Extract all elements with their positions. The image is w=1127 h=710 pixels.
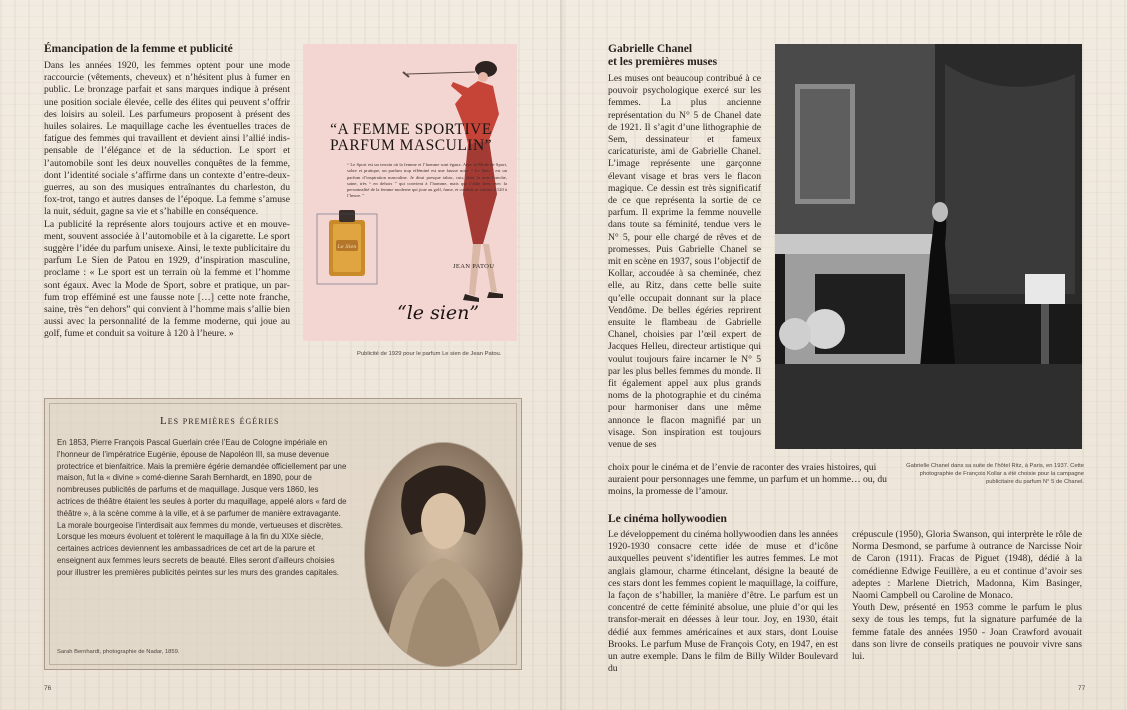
cinema-paragraph-2a: crépuscule (1950), Gloria Swanson, qui interprète le rôle de Norma Desmond, se parfume à outrance de Narcisse Noir de Caron (1911). Fracas de Piguet (1948), dédié à la comédienne Edwige Feuillère, a eu et continue d’avoir ses adeptes : Marlene Dietrich, Madonna, Kim Basinger, Naomi Campbell ou Caroline de Monaco. [852, 529, 1082, 602]
section-heading-cinema: Le cinéma hollywoodien [608, 513, 727, 525]
box-text: En 1853, Pierre François Pascal Guerlain crée l’Eau de Cologne impériale en l’honneur de l’impératrice Eugénie, épouse de Napoléon III, sa muse devenue protectrice et bienfaitrice. Mais la première égérie demandée officiellement par une maison, fut la « divine » comé-dienne Sarah Bernhardt, en 1890, pour de nombreuses publicités de parfums et de maquillage. Jusque vers 1860, les actrices de théâtre étaient les seules à porter du maquillage, appelé alors « fard de théâtre », à la scène comme à la ville, et à se parfumer de manière extravagante. La morale bourgeoise l’interdisait aux femmes du monde, vertueuses et discrètes. Lorsque les mœurs évoluent et tolèrent le maquillage à la fin du XIXe siècle, certaines actrices deviennent les ambassadrices de cet art de la parure et enseignent aux femmes leurs secrets de beauté. Elles seront d’ailleurs choisies pour illustrer les premières publicités peintes sur les murs des grandes capitales. [57, 438, 347, 577]
ad-copy: “ Le Sport est un terrain où la femme et l’homme sont égaux. Avec la Mode de Sport, sobre et pratique, un parfum trop efféminé est une fausse note. “ Le Sien ” est un parfum d’inspiration masculine. Je dirai presque tabac, cuir, dont la note franche, saine, très “ en dehors ” qui convient à l’homme, mais qui s’allie bien avec la personnalité de la femme moderne qui joue au golf, fume, et conduit sa voiture à 120 à l’heure. ” [347, 162, 507, 199]
bottle-label: Le Sien [337, 244, 357, 250]
ad-script-logo: “le sien” [397, 302, 480, 324]
egeries-box [44, 398, 522, 670]
chanel-body: Les muses ont beaucoup contribué à ce pouvoir psychologique exercé sur les femmes. La plus ancienne représentation du N° 5 de Chanel date de 1921. Il s’agit d’une lithographie de Sem, dessinateur et fameux caricaturiste, ami de Gabrielle Chanel. L’image représente une garçonne élevant visage et bras vers le flacon magique. Ce dessin est très significatif de ce que représenta la sortie de ce parfum. Il exprime la femme nouvelle dans toute sa féminité, tendue vers le N° 5, pour elle chargé de rêves et de promesses. Puis Gabrielle Chanel se mit en scène en 1937, sous l’objectif de Kollar, accoudée à sa cheminée, chez elle, au Ritz, dans cette belle suite qu’elle occupait donnant sur la place Vendôme. De belles égéries reprirent ensuite le flambeau de Gabrielle Chanel, choisies par l’œil expert de Jacques Helleu, directeur artistique qui voulut toujours faire incarner le N° 5 par les plus belles femmes du monde. Il fit également appel aux plus grands noms de la photographie et du cinéma pour harmoniser dans une même annonce le flacon magnifié par un visage. Son inspiration est toujours venue de ses [608, 73, 761, 451]
chanel-photograph [775, 44, 1082, 449]
chanel-body-wide: choix pour le cinéma et de l’envie de raconter des vraies histoires, qui auraient pour personnages une femme, un parfum et un homme… ou, du moins, la promesse de l’amour. [608, 462, 887, 498]
photo-caption: Gabrielle Chanel dans sa suite de l’hôtel Ritz, à Paris, en 1937. Cette photographie de François Kollar a été choisie pour la campagne publicitaire du parfum N° 5 de Chanel. [906, 463, 1084, 485]
patou-advertisement [303, 44, 517, 341]
ad-headline-line-2: PARFUM MASCULIN” [329, 137, 493, 154]
emancipation-paragraph-1: Dans les années 1920, les femmes optent pour une mode raccourcie (vêtements, cheveux) et n’hésitent plus à fumer en public. Le bronzage parfait et sans marques indique à présent une position sociale élevée, celle des élites qui peuvent s’offrir des loisirs au soleil. Les parfumeurs proposent à présent des huiles solaires. Le maquillage cache les éventuelles traces de fatigue des femmes qui travaillent et devient ainsi l’allié indis-pensable de l’élégance et de la séduction. Le sport et l’automobile sont les deux nouvelles conquêtes de la femme, dont l’identité sociale s’affirme dans un contexte d’entre-deux-guerres, au son des musiques entraînantes du charleston, du fox-trot, tango et autres danses de l’époque. La femme s’amuse la nuit, séduit, gagne sa vie et s’habille en conséquence. [44, 60, 290, 218]
sarah-bernhardt-portrait [365, 443, 522, 666]
left-page [0, 0, 563, 710]
ad-caption: Publicité de 1929 pour le parfum Le sien de Jean Patou. [357, 351, 502, 357]
box-caption: Sarah Bernhardt, photographie de Nadar, 1859. [57, 649, 180, 655]
cinema-column-1: Le développement du cinéma hollywoodien dans les années 1920-1930 consacre cette idée de muse et d’icône auxquelles peuvent s’identifier les autres femmes. Le mot anglais glamour, charme étincelant, désigne la beauté de ces stars dont les femmes copient le maquillage, la coiffure, la façon de s’habiller, la manière d’être. Le parfum est un concentré de cette féminité absolue, une pluie d’or qui les transfor-merait en déesses à leur tour. Joy, en 1930, était dédié aux femmes américaines et aux stars, dont Louise Brooks. Le parfum Muse de François Coty, en 1947, en est un autre exemple. Dans le film de Billy Wilder Boulevard du [608, 529, 838, 675]
section-heading-emancipation: Émancipation de la femme et publicité [44, 43, 233, 55]
emancipation-paragraph-2: La publicité la représente alors toujours active et en mouve-ment, souvent associée à l’automobile et à la cigarette. Le sport suggère l’idée du parfum unisexe. Ainsi, le texte publicitaire du parfum Le Sien de Patou en 1929, d’inspiration masculine, proclame : « Le sport est un terrain où la femme et l’homme sont égaux. Avec la Mode de Sport, sobre et pratique, un par-fum trop efféminé est une fausse note […] cette note franche, saine, très “en dehors” qui convient à l’homme mais s’allie bien aussi avec la personnalité de la femme moderne, qui joue au golf, fume et conduit sa voiture à 120 à l’heure. » [44, 218, 290, 340]
chanel-heading-line-2: et les premières muses [608, 56, 718, 68]
portrait-illustration [365, 443, 522, 666]
chanel-heading-line-1: Gabrielle Chanel [608, 43, 693, 55]
ad-headline [311, 122, 511, 154]
chanel-room-illustration [775, 44, 1082, 449]
ad-headline-line-1: “A FEMME SPORTIVE [330, 121, 492, 138]
emancipation-body [44, 60, 290, 341]
cinema-paragraph-2b: Youth Dew, présenté en 1953 comme le parfum le plus sexy de tous les temps, fut la signature parfumée de la femme fatale des années 1950 - Joan Crawford avouait dans son livre de conseils pratiques ne pouvoir vivre sans lui. [852, 602, 1082, 663]
page-number-right: 77 [1078, 685, 1086, 692]
box-title: Les premières égéries [160, 415, 280, 427]
cinema-column-2 [852, 529, 1082, 663]
page-number-left: 76 [44, 685, 52, 692]
section-heading-chanel [608, 43, 717, 69]
ad-signature: JEAN PATOU [453, 263, 495, 270]
right-page [564, 0, 1127, 710]
